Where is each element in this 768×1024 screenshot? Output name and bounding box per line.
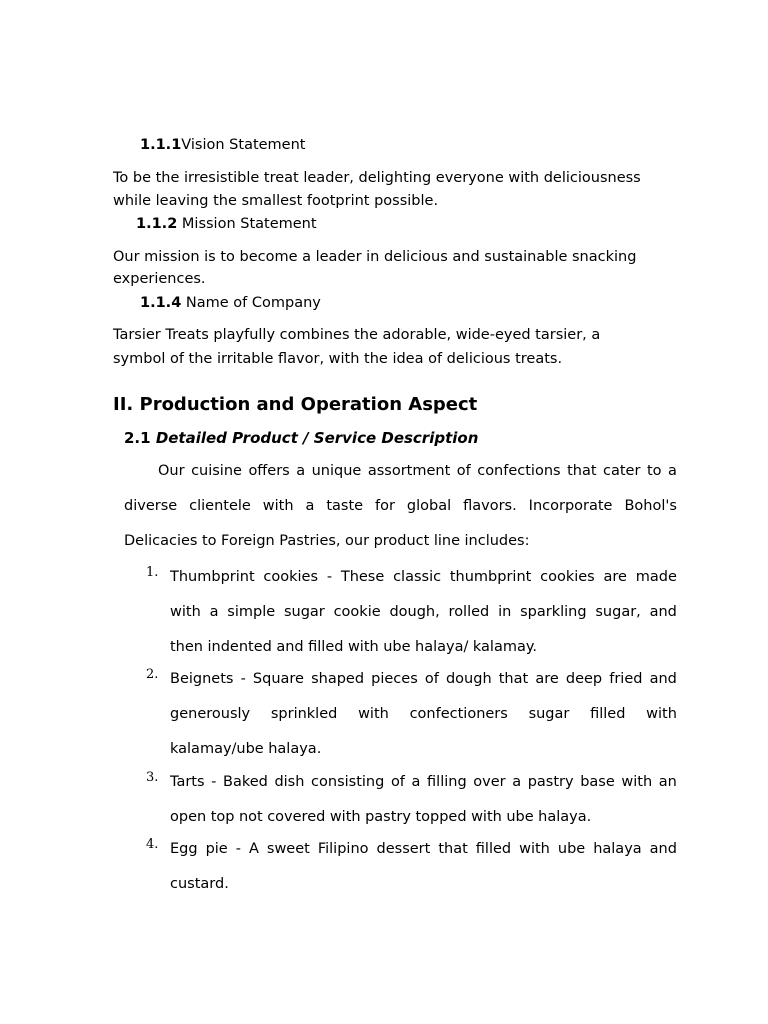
word: unique (311, 463, 362, 479)
word: of (390, 774, 405, 790)
word: clientele (189, 498, 251, 514)
word: over (473, 774, 506, 790)
word: are (535, 671, 559, 687)
word: cookies (540, 569, 595, 585)
word: sparkling (520, 604, 587, 620)
word: that (498, 671, 529, 687)
company-title: Name of Company (185, 295, 321, 311)
word: line (433, 533, 461, 549)
word: diverse (124, 498, 178, 514)
intro-line-2 (124, 489, 677, 524)
word: sugar (283, 604, 325, 620)
word: Bohol's (624, 498, 677, 514)
word: includes: (464, 533, 530, 549)
word: classic (393, 569, 442, 585)
word: confectioners (409, 706, 508, 722)
company-heading (140, 292, 321, 314)
list-item-line (170, 832, 677, 867)
company-text-line-2: symbol of the irritable flavor, with the idea of delicious treats. (113, 351, 563, 367)
word: an (658, 774, 677, 790)
word: open (170, 809, 207, 825)
intro-line-3 (124, 524, 677, 559)
word: not (238, 809, 263, 825)
word: sugar, (595, 604, 641, 620)
vision-title: Vision Statement (181, 137, 306, 153)
word: fried (609, 671, 643, 687)
list-item-number: 2. (146, 667, 159, 682)
word: indented (207, 639, 272, 655)
word: a (411, 774, 421, 790)
company-number: 1.1.4 (140, 295, 182, 311)
word: confections (477, 463, 561, 479)
word: - (326, 569, 333, 585)
word: pie (205, 841, 228, 857)
list-item-line (170, 560, 677, 595)
word: filled (308, 639, 344, 655)
word: sprinkled (270, 706, 338, 722)
list-item-line (170, 595, 677, 630)
word: cater (603, 463, 641, 479)
word: shaped (311, 671, 365, 687)
word: dough (445, 671, 492, 687)
word: kalamay. (472, 639, 537, 655)
word: A (248, 841, 259, 857)
word: Pastries, (279, 533, 341, 549)
mission-text-line-1: Our mission is to become a leader in delicious and sustainable snacking (113, 249, 637, 265)
word: These (340, 569, 385, 585)
word: a (512, 774, 522, 790)
word: halaya/ (415, 639, 469, 655)
word: with (347, 639, 379, 655)
vision-text-line-2: while leaving the smallest footprint possible. (113, 193, 439, 209)
word: Square (252, 671, 304, 687)
word: halaya. (268, 741, 322, 757)
word: Thumbprint (170, 569, 255, 585)
word: - (235, 841, 241, 857)
list-item (170, 662, 677, 767)
word: assortment (367, 463, 451, 479)
word: topped (415, 809, 467, 825)
word: that (567, 463, 597, 479)
list-item-line (170, 662, 677, 697)
word: our (345, 533, 370, 549)
list-item-line (170, 697, 677, 732)
word: kalamay/ube (170, 741, 264, 757)
subsection-title: Detailed Product / Service Description (155, 429, 479, 447)
word: a (209, 604, 219, 620)
company-text-line-1: Tarsier Treats playfully combines the adorable, wide-eyed tarsier, a (113, 327, 601, 343)
word: with (170, 604, 201, 620)
word: consisting (311, 774, 385, 790)
word: sweet (266, 841, 310, 857)
word: sugar (528, 706, 570, 722)
word: Beignets (170, 671, 234, 687)
mission-text-line-2: experiences. (113, 271, 206, 287)
word: pieces (371, 671, 418, 687)
section-heading: II. Production and Operation Aspect (113, 394, 478, 415)
list-item-line (170, 765, 677, 800)
word: dish (274, 774, 305, 790)
word: cuisine (191, 463, 242, 479)
word: Incorporate (528, 498, 613, 514)
word: - (211, 774, 217, 790)
mission-title: Mission Statement (181, 216, 317, 232)
list-item (170, 560, 677, 665)
word: offers (248, 463, 290, 479)
word: filled (590, 706, 626, 722)
word: Baked (223, 774, 268, 790)
word: thumbprint (449, 569, 532, 585)
vision-heading (140, 134, 305, 156)
word: then (170, 639, 203, 655)
word: of (424, 671, 439, 687)
list-item-line (170, 867, 677, 902)
list-item-line (170, 732, 677, 767)
list-item (170, 765, 677, 835)
word: that (438, 841, 468, 857)
word: with (329, 809, 361, 825)
word: - (240, 671, 246, 687)
word: halaya. (538, 809, 592, 825)
word: dessert (376, 841, 431, 857)
word: ube (383, 639, 411, 655)
word: made (635, 569, 677, 585)
word: rolled (448, 604, 490, 620)
word: of (456, 463, 471, 479)
word: a (667, 463, 677, 479)
word: and (649, 604, 677, 620)
word: top (210, 809, 235, 825)
vision-text-line-1: To be the irresistible treat leader, delighting everyone with deliciousness (113, 170, 641, 186)
list-item-number: 4. (146, 837, 159, 852)
word: ube (557, 841, 586, 857)
word: with (262, 498, 294, 514)
mission-number: 1.1.2 (136, 216, 178, 232)
word: ube (506, 809, 534, 825)
word: taste (326, 498, 364, 514)
list-item-number: 1. (146, 565, 159, 580)
word: Delicacies (124, 533, 198, 549)
word: global (406, 498, 452, 514)
word: pastry (527, 774, 574, 790)
word: Egg (170, 841, 198, 857)
word: pastry (365, 809, 411, 825)
word: filled (475, 841, 512, 857)
subsection-number: 2.1 (124, 429, 151, 447)
word: cookies (263, 569, 319, 585)
word: to (201, 533, 217, 549)
word: with (471, 809, 502, 825)
word: covered (267, 809, 326, 825)
word: are (603, 569, 627, 585)
word: custard. (170, 876, 229, 892)
word: with (646, 706, 677, 722)
word: to (646, 463, 662, 479)
word: Our (158, 463, 185, 479)
list-item (170, 832, 677, 902)
mission-heading (136, 213, 317, 235)
word: with (621, 774, 653, 790)
list-item-number: 3. (146, 770, 159, 785)
word: halaya (593, 841, 642, 857)
word: deep (565, 671, 603, 687)
word: base (580, 774, 615, 790)
word: Foreign (221, 533, 275, 549)
vision-number: 1.1.1 (140, 137, 182, 153)
word: dough, (389, 604, 440, 620)
word: generously (170, 706, 251, 722)
word: in (498, 604, 512, 620)
word: simple (227, 604, 276, 620)
word: and (276, 639, 304, 655)
list-item-line (170, 630, 677, 665)
word: with (358, 706, 389, 722)
word: and (649, 841, 677, 857)
word: flavors. (463, 498, 517, 514)
word: filling (427, 774, 467, 790)
word: with (519, 841, 550, 857)
word: Filipino (317, 841, 369, 857)
word: and (649, 671, 677, 687)
list-item-line (170, 800, 677, 835)
intro-line-1 (124, 454, 677, 489)
intro-paragraph (124, 454, 677, 559)
subsection-heading (124, 427, 478, 449)
word: cookie (333, 604, 381, 620)
word: product (373, 533, 430, 549)
word: a (305, 498, 315, 514)
word: a (296, 463, 306, 479)
word: for (375, 498, 395, 514)
word: Tarts (170, 774, 205, 790)
